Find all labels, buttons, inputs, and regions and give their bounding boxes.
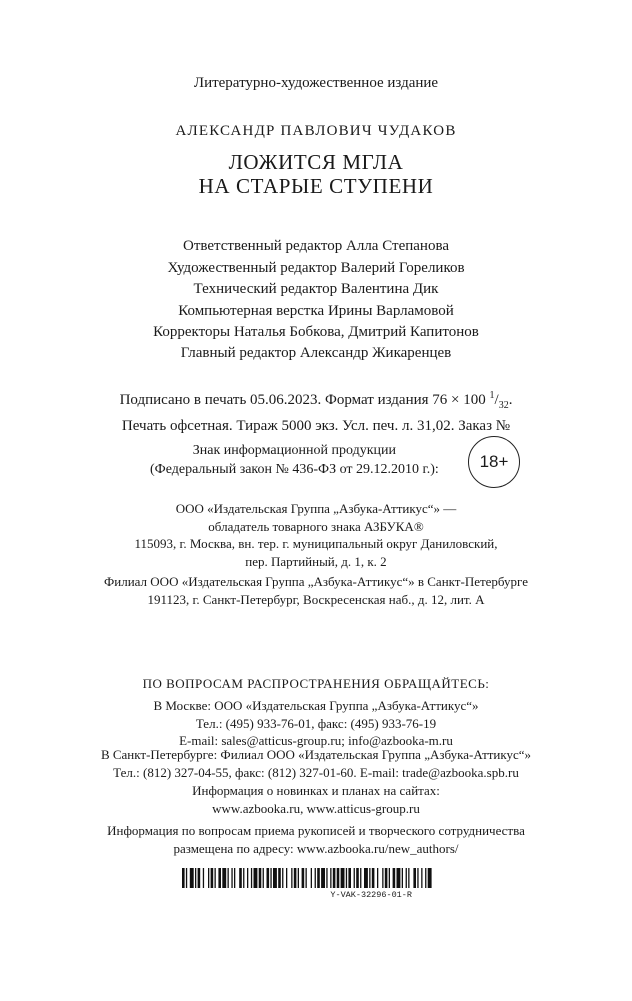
barcode-bar bbox=[408, 868, 409, 888]
barcode-bar bbox=[234, 868, 235, 888]
spb-line-1: В Санкт-Петербурге: Филиал ООО «Издательская Группа „Азбука-Аттикус“» bbox=[100, 747, 532, 762]
barcode-bar bbox=[208, 868, 209, 888]
barcode-bar bbox=[302, 868, 305, 888]
barcode-bar bbox=[315, 868, 316, 888]
publisher-line-1: ООО «Издательская Группа „Азбука-Аттикус“» — bbox=[175, 501, 457, 516]
barcode-bar bbox=[239, 868, 242, 888]
genre-line: Литературно-художественное издание bbox=[193, 75, 439, 91]
barcode-bar bbox=[337, 868, 340, 888]
barcode-bar bbox=[377, 868, 378, 888]
barcode-bar bbox=[385, 868, 388, 888]
barcode-bar bbox=[195, 868, 196, 888]
spb-contacts bbox=[0, 746, 632, 781]
barcode-text: Y-VAK-32296-01-R bbox=[330, 890, 412, 900]
product-sign-label bbox=[150, 441, 439, 479]
barcode bbox=[182, 868, 432, 900]
barcode-bar bbox=[356, 868, 359, 888]
barcode-bar bbox=[330, 868, 331, 888]
barcode-bar bbox=[215, 868, 216, 888]
author-name: АЛЕКСАНДР ПАВЛОВИЧ ЧУДАКОВ bbox=[175, 123, 457, 139]
barcode-bar bbox=[406, 868, 407, 888]
format-fraction-numerator: 1 bbox=[489, 390, 495, 401]
print-info-line-1 bbox=[0, 385, 632, 416]
publisher-line-2: обладатель товарного знака АЗБУКА® bbox=[208, 518, 424, 534]
barcode-bar bbox=[389, 868, 390, 888]
barcode-bar bbox=[369, 868, 370, 888]
credit-line-technical-editor: Технический редактор Валентина Дик bbox=[193, 281, 439, 297]
credit-line-art-editor: Художественный редактор Валерий Гореликов bbox=[167, 259, 465, 276]
barcode-bar bbox=[270, 868, 271, 888]
barcode-bar bbox=[228, 868, 229, 888]
barcode-bar bbox=[286, 868, 287, 888]
barcode-bar bbox=[291, 868, 292, 888]
format-fraction-denominator: 32 bbox=[498, 400, 509, 411]
distribution-heading: ПО ВОПРОСАМ РАСПРОСТРАНЕНИЯ ОБРАЩАЙТЕСЬ: bbox=[142, 676, 490, 691]
barcode-bar bbox=[278, 868, 281, 888]
manuscripts-info bbox=[0, 822, 632, 857]
barcode-bar bbox=[346, 868, 347, 888]
barcode-bar bbox=[273, 868, 277, 888]
barcode-bar bbox=[341, 868, 345, 888]
publisher-block bbox=[0, 500, 632, 570]
credit-line-layout: Компьютерная верстка Ирины Варламовой bbox=[178, 302, 454, 319]
barcode-bar bbox=[397, 868, 401, 888]
spb-line-2: Тел.: (812) 327-04-55, факс: (812) 327-01-60. E-mail: trade@azbooka.spb.ru bbox=[113, 764, 519, 780]
print-info-text: Подписано в печать 05.06.2023. Формат издания 76 × 100 bbox=[119, 392, 486, 408]
moscow-contacts bbox=[0, 697, 632, 750]
barcode-bar bbox=[317, 868, 320, 888]
branch-line-1: Филиал ООО «Издательская Группа „Азбука-Аттикус“» в Санкт-Петербурге bbox=[104, 574, 528, 589]
barcode-bar bbox=[306, 868, 307, 888]
barcode-bar bbox=[231, 868, 232, 888]
moscow-line-3: E-mail: sales@atticus-group.ru; info@azbooka-m.ru bbox=[179, 733, 453, 748]
barcode-bar bbox=[348, 868, 351, 888]
barcode-bar bbox=[382, 868, 383, 888]
barcode-bar bbox=[321, 868, 325, 888]
barcode-bar bbox=[372, 868, 375, 888]
barcode-bar bbox=[354, 868, 355, 888]
barcode-bar bbox=[190, 868, 194, 888]
barcode-bar bbox=[333, 868, 336, 888]
moscow-line-1: В Москве: ООО «Издательская Группа „Азбука-Аттикус“» bbox=[153, 698, 479, 713]
barcode-bar bbox=[203, 868, 204, 888]
barcode-bar bbox=[222, 868, 226, 888]
barcode-bar bbox=[263, 868, 264, 888]
barcode-bar bbox=[428, 868, 432, 888]
credits-block bbox=[0, 236, 632, 344]
manuscripts-line-1: Информация по вопросам приема рукописей и творческого сотрудничества bbox=[107, 823, 525, 838]
barcode-bar bbox=[218, 868, 221, 888]
manuscripts-line-2: размещена по адресу: www.azbooka.ru/new_authors/ bbox=[173, 840, 459, 856]
barcode-bar bbox=[311, 868, 312, 888]
barcode-bar bbox=[393, 868, 396, 888]
format-fraction-slash: / bbox=[494, 392, 499, 408]
barcode-bar bbox=[425, 868, 426, 888]
print-info-block bbox=[0, 385, 632, 437]
barcode-bar bbox=[294, 868, 297, 888]
age-rating-text: 18+ bbox=[479, 452, 509, 471]
branch-block bbox=[0, 573, 632, 608]
format-fraction-end: . bbox=[508, 392, 513, 408]
barcode-bar bbox=[360, 868, 361, 888]
barcode-bar bbox=[254, 868, 258, 888]
branch-line-2: 191123, г. Санкт-Петербург, Воскресенская наб., д. 12, лит. А bbox=[147, 591, 485, 607]
credit-line-responsible-editor: Ответственный редактор Алла Степанова bbox=[183, 238, 449, 254]
barcode-bar bbox=[364, 868, 368, 888]
news-line-2: www.azbooka.ru, www.atticus-group.ru bbox=[212, 800, 420, 816]
barcode-bar bbox=[267, 868, 270, 888]
barcode-bar bbox=[211, 868, 214, 888]
print-info-line-2: Печать офсетная. Тираж 5000 экз. Усл. печ. л. 31,02. Заказ № bbox=[121, 418, 511, 434]
barcode-bar bbox=[413, 868, 416, 888]
credit-line-proofreaders: Корректоры Наталья Бобкова, Дмитрий Капитонов bbox=[153, 324, 479, 340]
news-line-1: Информация о новинках и планах на сайтах: bbox=[192, 783, 440, 798]
barcode-bar bbox=[417, 868, 418, 888]
product-sign-line-1: Знак информационной продукции bbox=[192, 443, 397, 458]
barcode-bar bbox=[186, 868, 187, 888]
barcode-bar bbox=[298, 868, 299, 888]
barcode-bar bbox=[282, 868, 283, 888]
barcode-bar bbox=[259, 868, 262, 888]
barcode-bar bbox=[243, 868, 244, 888]
chief-editor-line: Главный редактор Александр Жикаренцев bbox=[180, 345, 452, 361]
barcode-graphic bbox=[182, 868, 432, 888]
news-info bbox=[0, 782, 632, 817]
barcode-bar bbox=[198, 868, 201, 888]
publisher-line-3: 115093, г. Москва, вн. тер. г. муниципальный округ Даниловский, bbox=[134, 536, 498, 551]
barcode-bar bbox=[182, 868, 185, 888]
book-title-line-1: ЛОЖИТСЯ МГЛА bbox=[228, 150, 404, 174]
barcode-bar bbox=[326, 868, 327, 888]
publisher-line-4: пер. Партийный, д. 1, к. 2 bbox=[245, 553, 387, 569]
moscow-line-2: Тел.: (495) 933-76-01, факс: (495) 933-76-19 bbox=[195, 715, 437, 731]
barcode-bar bbox=[247, 868, 248, 888]
product-sign-line-2: (Федеральный закон № 436-ФЗ от 29.12.2010 г.): bbox=[150, 462, 439, 477]
barcode-bar bbox=[402, 868, 403, 888]
barcode-bar bbox=[421, 868, 422, 888]
barcode-bar bbox=[251, 868, 252, 888]
book-title-line-2: НА СТАРЫЕ СТУПЕНИ bbox=[198, 174, 434, 198]
age-rating-badge bbox=[468, 436, 520, 488]
